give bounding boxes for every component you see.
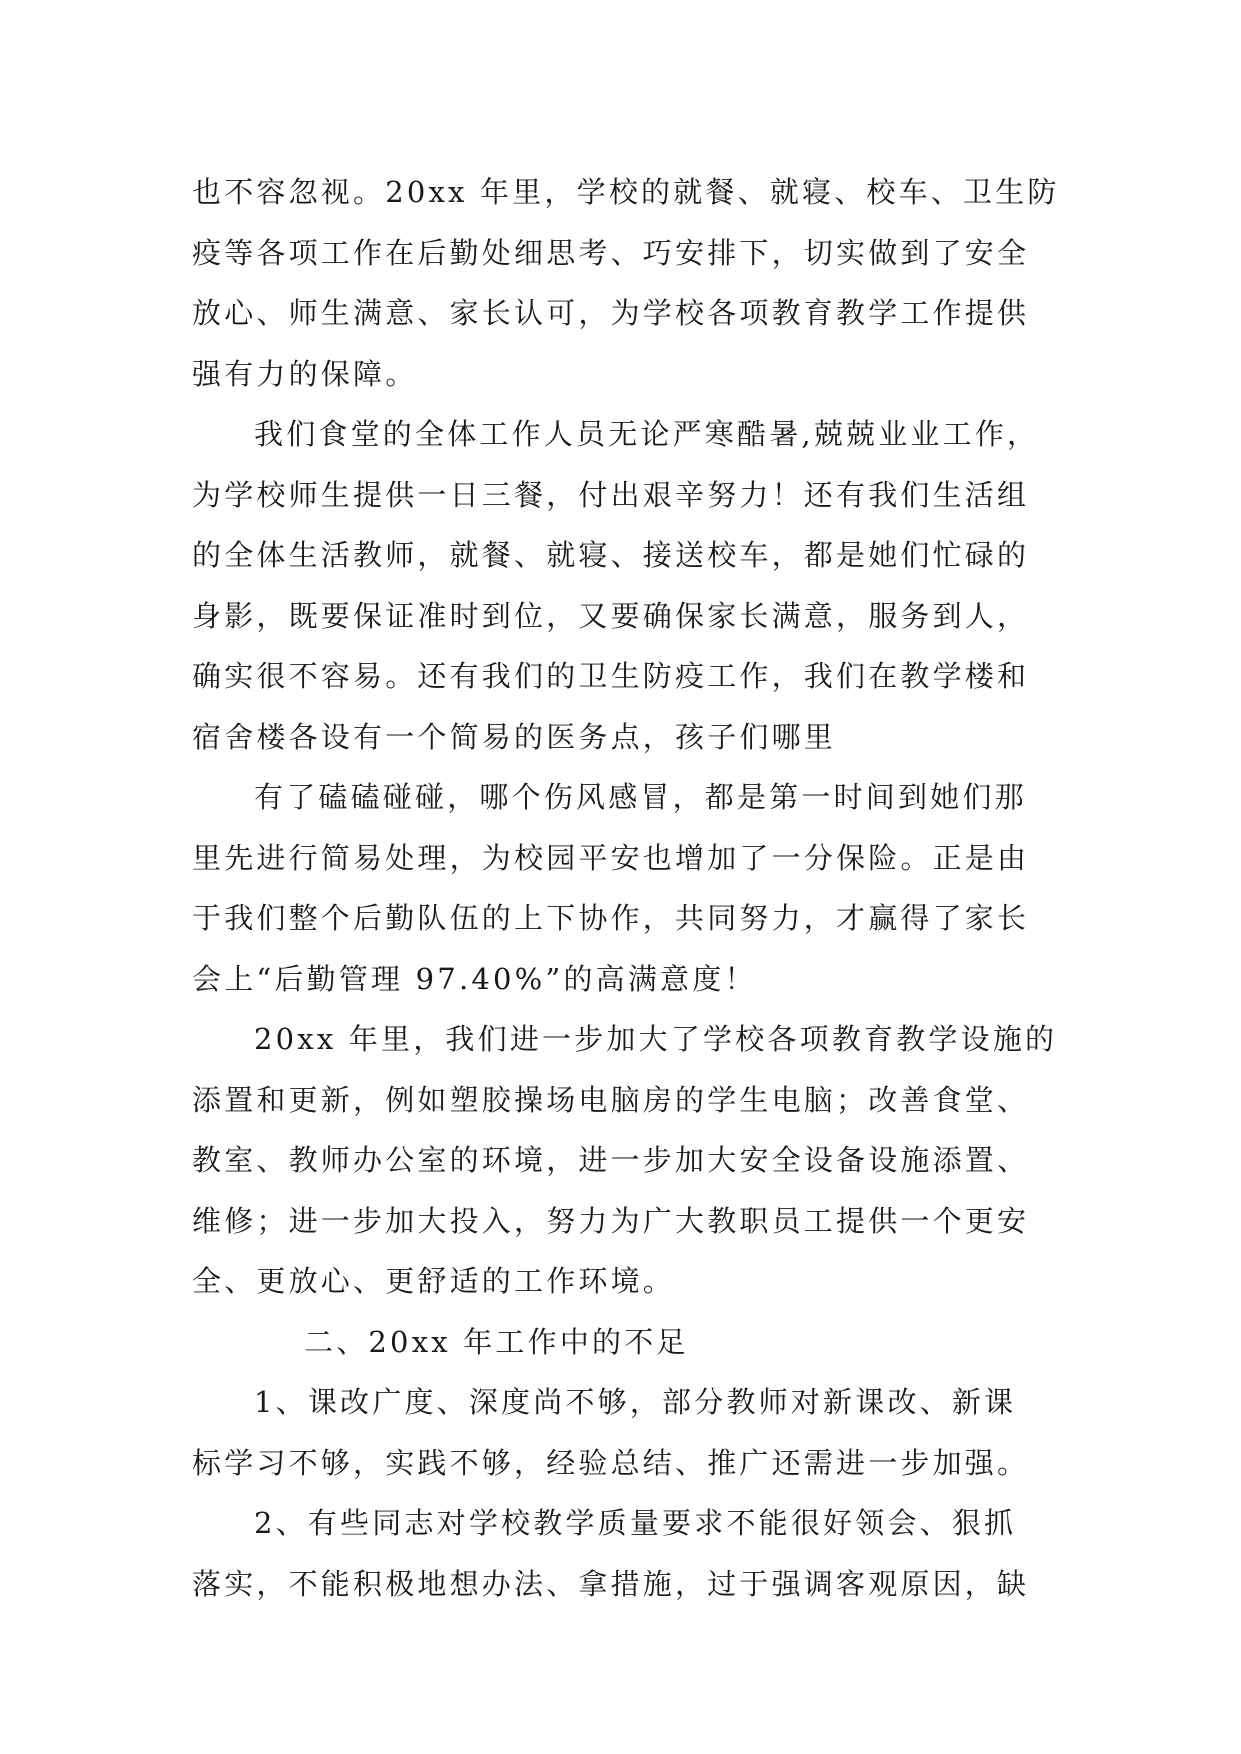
text-line: 标学习不够，实践不够，经验总结、推广还需进一步加强。 (192, 1445, 1030, 1480)
text-line: 为学校师生提供一日三餐，付出艰辛努力！还有我们生活组 (192, 477, 1030, 512)
text-line: 宿舍楼各设有一个简易的医务点，孩子们哪里 (192, 719, 837, 754)
paragraph-3 (192, 767, 1062, 1009)
text-line: 维修；进一步加大投入，努力为广大教职员工提供一个更安 (192, 1203, 1030, 1238)
text-line: 身影，既要保证准时到位，又要确保家长满意，服务到人， (192, 598, 1030, 633)
text-line: 添置和更新，例如塑胶操场电脑房的学生电脑；改善食堂、 (192, 1082, 1030, 1117)
text-line: 强有力的保障。 (192, 356, 418, 391)
text-line: 也不容忽视。20xx 年里，学校的就餐、就寝、校车、卫生防 (192, 175, 1060, 209)
text-line: 落实，不能积极地想办法、拿措施，过于强调客观原因，缺 (192, 1566, 1030, 1601)
text-line: 会上“后勤管理 97.40%”的高满意度！ (192, 961, 757, 996)
text-line: 教室、教师办公室的环境，进一步加大安全设备设施添置、 (192, 1143, 1030, 1177)
text-line: 疫等各项工作在后勤处细思考、巧安排下，切实做到了安全 (192, 235, 1030, 270)
text-line: 里先进行简易处理，为校园平安也增加了一分保险。正是由 (192, 840, 1030, 875)
paragraph-5 (192, 1372, 1062, 1493)
paragraph-4 (192, 1009, 1062, 1312)
document-body (192, 162, 1062, 1614)
text-line: 确实很不容易。还有我们的卫生防疫工作，我们在教学楼和 (192, 659, 1030, 693)
text-line: 于我们整个后勤队伍的上下协作，共同努力，才赢得了家长 (192, 901, 1030, 935)
text-line: 20xx 年里，我们进一步加大了学校各项教育教学设施的 (254, 1022, 1058, 1056)
paragraph-1 (192, 162, 1062, 404)
text-line: 有了磕磕碰碰，哪个伤风感冒，都是第一时间到她们那 (254, 780, 1027, 814)
heading-text: 二、20xx 年工作中的不足 (304, 1324, 689, 1359)
paragraph-6 (192, 1493, 1062, 1614)
text-line: 全、更放心、更舒适的工作环境。 (192, 1264, 676, 1298)
text-line: 的全体生活教师，就餐、就寝、接送校车，都是她们忙碌的 (192, 538, 1030, 572)
paragraph-2 (192, 404, 1062, 767)
text-line: 1、课改广度、深度尚不够，部分教师对新课改、新课 (254, 1385, 1017, 1419)
section-heading (192, 1312, 1062, 1373)
text-line: 2、有些同志对学校教学质量要求不能很好领会、狠抓 (254, 1506, 1017, 1540)
text-line: 我们食堂的全体工作人员无论严寒酷暑,兢兢业业工作， (254, 417, 1040, 451)
text-line: 放心、师生满意、家长认可，为学校各项教育教学工作提供 (192, 296, 1030, 330)
